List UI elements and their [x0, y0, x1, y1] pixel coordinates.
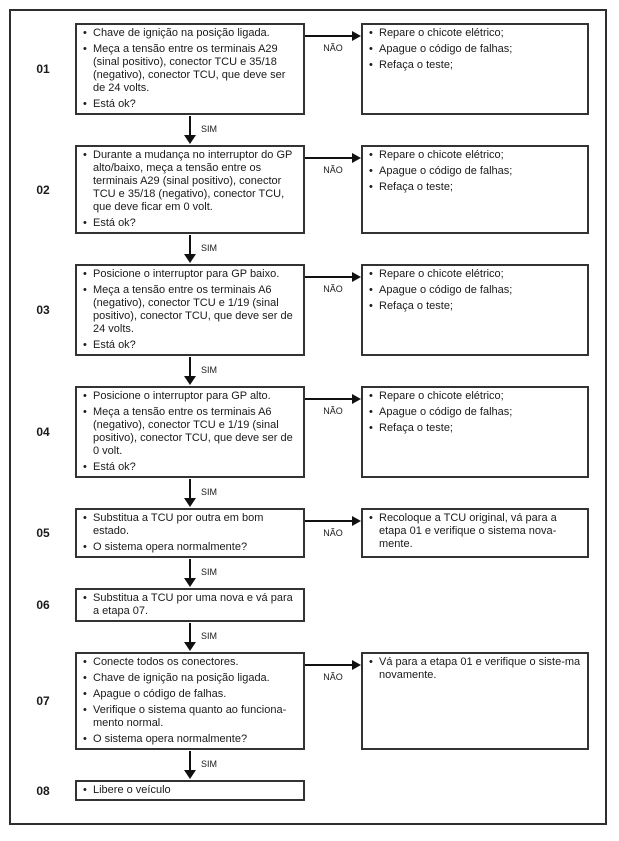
bullet-icon: • — [83, 461, 87, 473]
step-main-cell — [75, 508, 305, 558]
step-number: 03 — [36, 303, 50, 317]
bullet-item — [369, 300, 581, 313]
no-action-cell — [361, 386, 589, 478]
no-arrow-icon — [305, 516, 361, 526]
bullet-item — [83, 733, 297, 746]
bullet-list — [83, 784, 297, 797]
bullet-item — [83, 672, 297, 685]
step-row-6 — [11, 588, 605, 622]
step-2-no-box — [361, 145, 589, 234]
step-3-main-box — [75, 264, 305, 356]
step-main-cell — [75, 23, 305, 115]
yes-arrow-icon — [189, 479, 191, 498]
bullet-list — [369, 268, 581, 313]
no-arrowhead-icon — [352, 153, 361, 163]
bullet-text: Substitua a TCU por uma nova e vá para a etapa 07. — [93, 592, 293, 617]
step-row-7 — [11, 652, 605, 750]
yes-label: SIM — [201, 759, 218, 769]
no-arrow — [305, 31, 361, 53]
bullet-list — [83, 390, 297, 474]
bullet-icon: • — [83, 592, 87, 604]
yes-label: SIM — [201, 124, 218, 134]
step-number-cell — [11, 780, 75, 801]
bullet-icon: • — [83, 784, 87, 796]
bullet-item — [83, 512, 297, 538]
no-arrow-icon — [305, 660, 361, 670]
step-number: 01 — [36, 62, 50, 76]
bullet-item — [83, 704, 297, 730]
yes-arrowhead-icon — [184, 498, 196, 507]
yes-arrowhead-icon — [184, 642, 196, 651]
no-arrow — [305, 153, 361, 175]
no-arrow — [305, 394, 361, 416]
no-action-cell — [361, 508, 589, 558]
bullet-icon: • — [369, 165, 373, 177]
no-arrow-icon — [305, 394, 361, 404]
bullet-icon: • — [369, 181, 373, 193]
bullet-icon: • — [83, 217, 87, 229]
yes-arrowhead-icon — [184, 376, 196, 385]
bullet-text: Refaça o teste; — [379, 422, 453, 434]
step-main-cell — [75, 386, 305, 478]
bullet-icon: • — [83, 284, 87, 296]
no-label: NÃO — [323, 284, 343, 294]
bullet-text: Apague o código de falhas; — [379, 284, 513, 296]
bullet-list — [369, 512, 581, 551]
bullet-text: Refaça o teste; — [379, 181, 453, 193]
bullet-text: Repare o chicote elétrico; — [379, 149, 504, 161]
bullet-item — [83, 284, 297, 336]
bullet-icon: • — [83, 43, 87, 55]
flowchart-frame — [9, 9, 607, 825]
bullet-icon: • — [369, 268, 373, 280]
yes-arrowhead-icon — [184, 135, 196, 144]
bullet-text: Meça a tensão entre os terminais A6 (negativo), conector TCU e 1/19 (sinal positivo), conector TCU, que deve ser de 24 volts. — [93, 284, 293, 335]
yes-arrow-icon — [189, 116, 191, 135]
bullet-text: Meça a tensão entre os terminais A6 (negativo), conector TCU e 1/19 (sinal positivo), conector TCU, que deve ser de 0 volt. — [93, 406, 293, 457]
step-number-cell — [11, 23, 75, 115]
yes-label: SIM — [201, 243, 218, 253]
bullet-text: Apague o código de falhas. — [93, 688, 227, 700]
step-number: 04 — [36, 425, 50, 439]
bullet-item — [369, 181, 581, 194]
no-action-cell — [361, 23, 589, 115]
bullet-text: O sistema opera normalmente? — [93, 733, 248, 745]
bullet-text: Apague o código de falhas; — [379, 43, 513, 55]
bullet-text: Posicione o interruptor para GP alto. — [93, 390, 271, 402]
bullet-list — [369, 149, 581, 194]
bullet-icon: • — [83, 512, 87, 524]
bullet-item — [369, 656, 581, 682]
bullet-icon: • — [83, 339, 87, 351]
bullet-item — [83, 784, 297, 797]
bullet-icon: • — [369, 43, 373, 55]
yes-arrow-icon — [189, 751, 191, 770]
bullet-item — [83, 541, 297, 554]
no-label: NÃO — [323, 528, 343, 538]
bullet-list — [83, 149, 297, 230]
step-6-main-box — [75, 588, 305, 622]
bullet-text: Libere o veículo — [93, 784, 171, 796]
no-action-cell — [361, 652, 589, 750]
bullet-text: Chave de ignição na posição ligada. — [93, 27, 270, 39]
bullet-icon: • — [369, 300, 373, 312]
yes-label: SIM — [201, 567, 218, 577]
bullet-item — [369, 43, 581, 56]
no-label: NÃO — [323, 165, 343, 175]
bullet-icon: • — [369, 512, 373, 524]
step-main-cell — [75, 780, 305, 801]
bullet-item — [83, 688, 297, 701]
step-number: 06 — [36, 598, 50, 612]
step-number-cell — [11, 588, 75, 622]
no-branch-cell — [305, 386, 361, 478]
bullet-list — [83, 656, 297, 746]
no-arrowhead-icon — [352, 31, 361, 41]
bullet-icon: • — [83, 672, 87, 684]
step-number: 08 — [36, 783, 50, 798]
no-label: NÃO — [323, 672, 343, 682]
step-main-cell — [75, 652, 305, 750]
step-4-no-box — [361, 386, 589, 478]
bullet-text: Conecte todos os conectores. — [93, 656, 239, 668]
yes-arrowhead-icon — [184, 254, 196, 263]
step-row-3 — [11, 264, 605, 356]
no-arrowhead-icon — [352, 516, 361, 526]
bullet-text: Está ok? — [93, 461, 136, 473]
yes-connector-4 — [11, 478, 605, 508]
yes-arrow-icon — [189, 623, 191, 642]
yes-arrowhead-icon — [184, 770, 196, 779]
bullet-item — [83, 268, 297, 281]
step-7-main-box — [75, 652, 305, 750]
bullet-text: Recoloque a TCU original, vá para a etapa 01 e verifique o sistema nova-mente. — [379, 512, 557, 550]
no-label: NÃO — [323, 406, 343, 416]
bullet-list — [83, 27, 297, 111]
no-arrow-line — [305, 664, 352, 666]
no-arrow-line — [305, 157, 352, 159]
bullet-item — [83, 27, 297, 40]
yes-connector-6 — [11, 622, 605, 652]
bullet-item — [83, 43, 297, 95]
bullet-item — [83, 98, 297, 111]
bullet-text: Meça a tensão entre os terminais A29 (sinal positivo), conector TCU e 35/18 (negativo), conector TCU, que deve ser de 24 volts. — [93, 43, 286, 94]
bullet-item — [83, 406, 297, 458]
yes-connector-5 — [11, 558, 605, 588]
step-number: 02 — [36, 182, 50, 197]
no-label: NÃO — [323, 43, 343, 53]
bullet-icon: • — [83, 98, 87, 110]
yes-label: SIM — [201, 631, 218, 641]
bullet-item — [369, 422, 581, 435]
step-main-cell — [75, 145, 305, 234]
bullet-icon: • — [83, 268, 87, 280]
bullet-list — [83, 512, 297, 554]
bullet-list — [369, 656, 581, 682]
bullet-icon: • — [83, 704, 87, 716]
no-arrow-icon — [305, 272, 361, 282]
step-number: 05 — [36, 526, 50, 540]
bullet-text: Vá para a etapa 01 e verifique o siste-ma novamente. — [379, 656, 581, 681]
no-action-cell — [361, 264, 589, 356]
step-5-no-box — [361, 508, 589, 558]
bullet-text: Apague o código de falhas; — [379, 406, 513, 418]
bullet-text: Verifique o sistema quanto ao funciona-mento normal. — [93, 704, 287, 729]
bullet-list — [83, 592, 297, 618]
step-row-4 — [11, 386, 605, 478]
bullet-item — [369, 165, 581, 178]
step-1-no-box — [361, 23, 589, 115]
no-arrow — [305, 516, 361, 538]
step-7-no-box — [361, 652, 589, 750]
no-arrowhead-icon — [352, 394, 361, 404]
no-branch-cell — [305, 652, 361, 750]
bullet-text: Apague o código de falhas; — [379, 165, 513, 177]
bullet-item — [369, 284, 581, 297]
bullet-text: Repare o chicote elétrico; — [379, 27, 504, 39]
bullet-item — [369, 390, 581, 403]
bullet-item — [83, 592, 297, 618]
bullet-text: Está ok? — [93, 98, 136, 110]
bullet-icon: • — [83, 406, 87, 418]
bullet-item — [369, 406, 581, 419]
no-action-cell — [361, 145, 589, 234]
bullet-icon: • — [369, 284, 373, 296]
bullet-icon: • — [83, 656, 87, 668]
step-number: 07 — [36, 694, 50, 708]
no-arrow — [305, 660, 361, 682]
step-4-main-box — [75, 386, 305, 478]
bullet-icon: • — [369, 27, 373, 39]
yes-label: SIM — [201, 487, 218, 497]
yes-arrow-icon — [189, 235, 191, 254]
bullet-item — [83, 217, 297, 230]
bullet-icon: • — [83, 149, 87, 161]
step-3-no-box — [361, 264, 589, 356]
step-2-main-box — [75, 145, 305, 234]
bullet-text: Chave de ignição na posição ligada. — [93, 672, 270, 684]
step-8-main-box — [75, 780, 305, 801]
no-branch-cell — [305, 508, 361, 558]
no-branch-cell — [305, 23, 361, 115]
step-1-main-box — [75, 23, 305, 115]
no-arrow-line — [305, 398, 352, 400]
bullet-item — [369, 27, 581, 40]
no-branch-cell-empty — [305, 588, 361, 622]
step-number-cell — [11, 652, 75, 750]
bullet-icon: • — [83, 733, 87, 745]
yes-connector-3 — [11, 356, 605, 386]
bullet-text: Repare o chicote elétrico; — [379, 390, 504, 402]
step-main-cell — [75, 264, 305, 356]
bullet-icon: • — [369, 406, 373, 418]
bullet-list — [369, 390, 581, 435]
bullet-item — [83, 461, 297, 474]
bullet-item — [369, 512, 581, 551]
bullet-icon: • — [83, 688, 87, 700]
bullet-text: Posicione o interruptor para GP baixo. — [93, 268, 280, 280]
no-arrow — [305, 272, 361, 294]
bullet-icon: • — [369, 390, 373, 402]
bullet-icon: • — [83, 541, 87, 553]
bullet-item — [83, 656, 297, 669]
step-main-cell — [75, 588, 305, 622]
yes-label: SIM — [201, 365, 218, 375]
bullet-icon: • — [369, 422, 373, 434]
bullet-list — [83, 268, 297, 352]
bullet-item — [83, 390, 297, 403]
step-row-2 — [11, 145, 605, 234]
bullet-text: Está ok? — [93, 339, 136, 351]
bullet-text: Refaça o teste; — [379, 300, 453, 312]
bullet-text: O sistema opera normalmente? — [93, 541, 248, 553]
yes-arrowhead-icon — [184, 578, 196, 587]
no-branch-cell — [305, 264, 361, 356]
bullet-item — [369, 59, 581, 72]
no-branch-cell-empty — [305, 780, 361, 801]
no-arrow-line — [305, 276, 352, 278]
bullet-icon: • — [83, 27, 87, 39]
yes-arrow-icon — [189, 559, 191, 578]
bullet-icon: • — [369, 59, 373, 71]
bullet-text: Durante a mudança no interruptor do GP alto/baixo, meça a tensão entre os terminais A29 (sinal positivo), conector TCU e 35/18 (negativo), conector TCU, que deve ficar em 0 volt. — [93, 149, 293, 213]
no-arrowhead-icon — [352, 272, 361, 282]
step-row-5 — [11, 508, 605, 558]
bullet-icon: • — [369, 656, 373, 668]
bullet-text: Substitua a TCU por outra em bom estado. — [93, 512, 264, 537]
bullet-item — [369, 149, 581, 162]
step-row-8 — [11, 780, 605, 801]
no-arrow-line — [305, 35, 352, 37]
bullet-item — [369, 268, 581, 281]
step-5-main-box — [75, 508, 305, 558]
bullet-item — [83, 339, 297, 352]
no-arrow-icon — [305, 31, 361, 41]
step-number-cell — [11, 508, 75, 558]
bullet-list — [369, 27, 581, 72]
step-number-cell — [11, 264, 75, 356]
bullet-text: Está ok? — [93, 217, 136, 229]
no-arrowhead-icon — [352, 660, 361, 670]
step-number-cell — [11, 145, 75, 234]
bullet-text: Repare o chicote elétrico; — [379, 268, 504, 280]
bullet-item — [83, 149, 297, 214]
bullet-icon: • — [369, 149, 373, 161]
no-arrow-line — [305, 520, 352, 522]
bullet-icon: • — [83, 390, 87, 402]
yes-connector-2 — [11, 234, 605, 264]
step-row-1 — [11, 23, 605, 115]
yes-connector-1 — [11, 115, 605, 145]
no-arrow-icon — [305, 153, 361, 163]
no-branch-cell — [305, 145, 361, 234]
bullet-text: Refaça o teste; — [379, 59, 453, 71]
step-number-cell — [11, 386, 75, 478]
yes-arrow-icon — [189, 357, 191, 376]
yes-connector-7 — [11, 750, 605, 780]
